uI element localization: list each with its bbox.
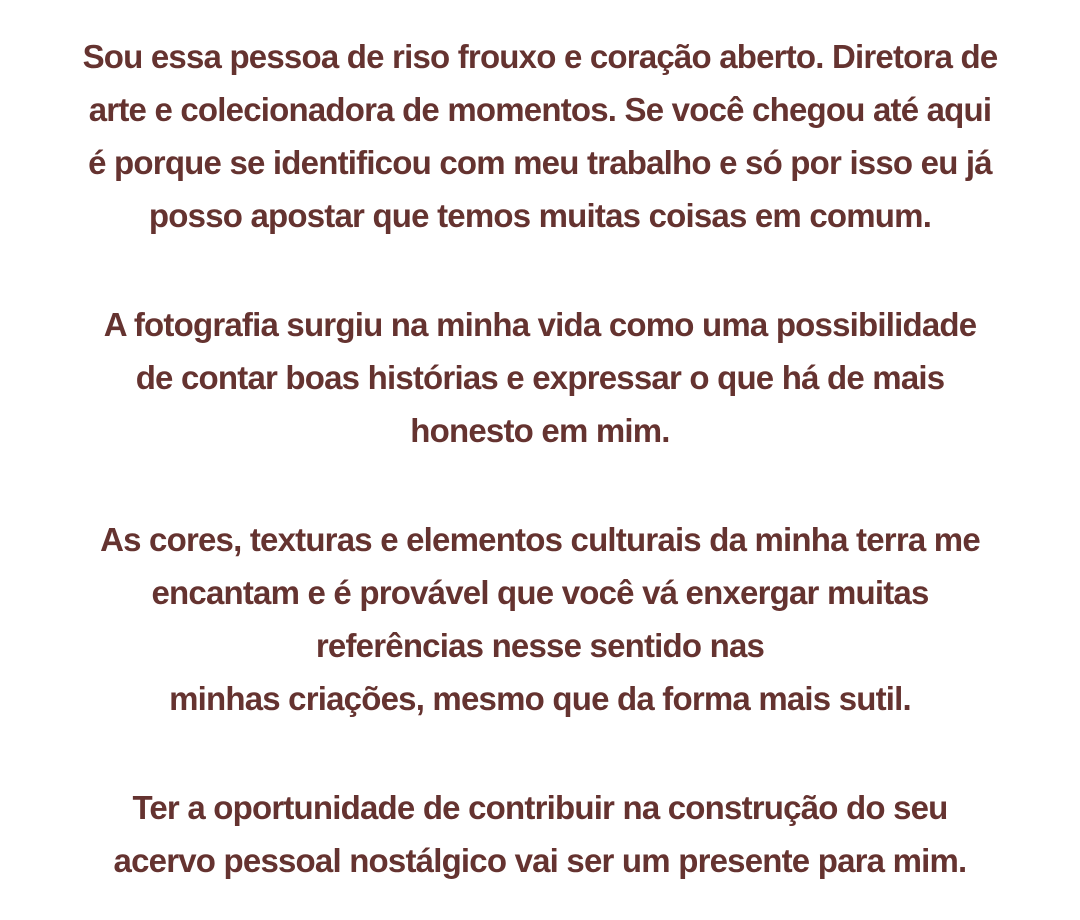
paragraph-closing <box>0 781 1080 887</box>
text-line: As cores, texturas e elementos culturais da minha terra me <box>100 521 980 558</box>
text-line: é porque se identificou com meu trabalho e só por isso eu já <box>88 144 992 181</box>
text-line: referências nesse sentido nas <box>315 627 765 664</box>
paragraph-photography <box>0 298 1080 457</box>
text-line: Sou essa pessoa de riso frouxo e coração aberto. Diretora de <box>82 38 998 75</box>
text-line: honesto em mim. <box>410 412 670 449</box>
text-line: encantam e é provável que você vá enxergar muitas <box>151 574 929 611</box>
about-text-block <box>0 30 1080 887</box>
text-line: acervo pessoal nostálgico vai ser um presente para mim. <box>113 842 967 879</box>
text-line: posso apostar que temos muitas coisas em comum. <box>148 197 932 234</box>
text-line: de contar boas histórias e expressar o que há de mais <box>135 359 945 396</box>
text-line: minhas criações, mesmo que da forma mais sutil. <box>169 680 911 717</box>
text-line: A fotografia surgiu na minha vida como uma possibilidade <box>103 306 977 343</box>
paragraph-culture <box>0 513 1080 725</box>
paragraph-intro <box>0 30 1080 242</box>
text-line: Ter a oportunidade de contribuir na construção do seu <box>132 789 948 826</box>
text-line: arte e colecionadora de momentos. Se você chegou até aqui <box>88 91 992 128</box>
